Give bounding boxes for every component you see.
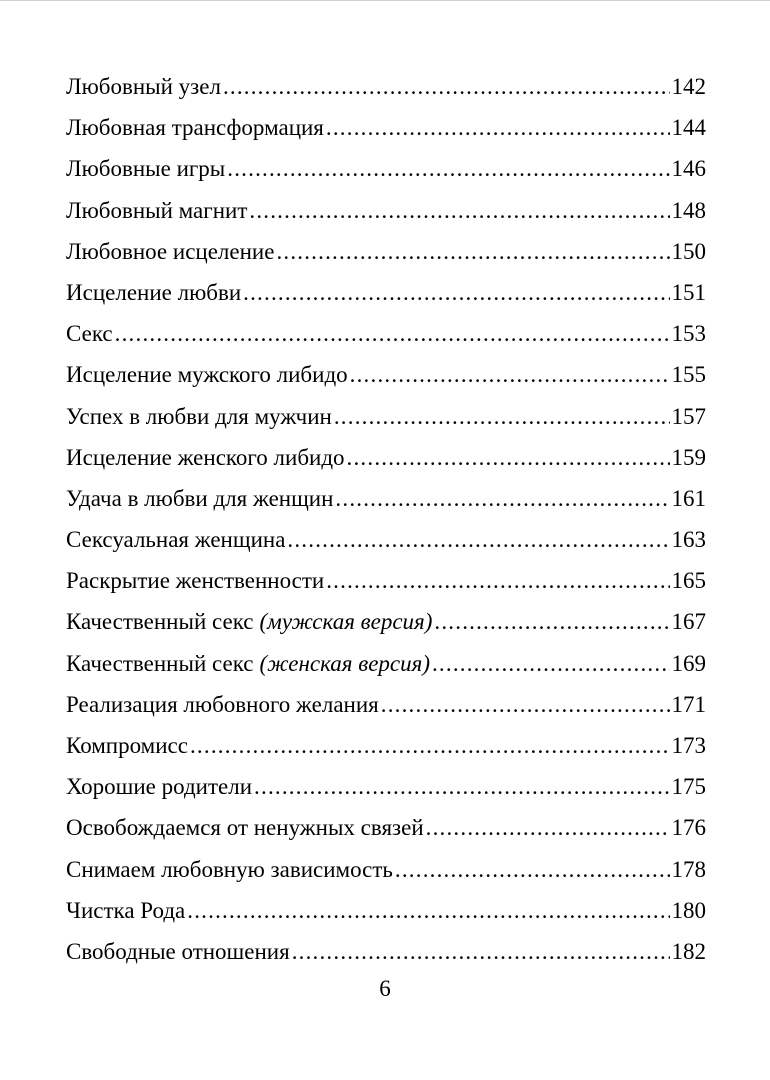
toc-entry-title: Любовный магнит xyxy=(66,197,248,223)
toc-entry-page: 167 xyxy=(671,609,706,635)
toc-entry-page: 161 xyxy=(671,485,706,511)
toc-entry-page: 142 xyxy=(671,74,706,99)
toc-entry-page: 148 xyxy=(671,197,706,223)
toc-entry-title: Любовные игры xyxy=(66,156,226,182)
toc-entry xyxy=(66,190,706,231)
toc-entry xyxy=(66,931,706,972)
toc-entry-page: 169 xyxy=(671,650,706,676)
toc-entry-note: (женская версия) xyxy=(259,650,430,676)
toc-entry-page: 173 xyxy=(671,733,706,758)
toc-entry-page: 153 xyxy=(671,321,706,347)
toc-entry xyxy=(66,725,706,766)
toc-entry-page: 157 xyxy=(671,403,706,429)
dot-leader xyxy=(276,231,669,272)
toc-entry-title: Качественный секс xyxy=(66,650,254,676)
toc-entry-page: 144 xyxy=(671,115,706,141)
toc-entry xyxy=(66,643,706,684)
toc-entry xyxy=(66,272,706,313)
toc-entry-title: Компромисс xyxy=(66,733,188,758)
toc-entry xyxy=(66,437,706,478)
dot-leader xyxy=(347,437,670,478)
toc-entry-title: Секс xyxy=(66,321,113,347)
toc-entry-title: Реализация любовного желания xyxy=(66,691,379,717)
toc-entry-page: 151 xyxy=(671,279,706,305)
dot-leader xyxy=(335,478,669,519)
dot-leader xyxy=(187,890,669,931)
toc-entry xyxy=(66,231,706,272)
toc-entry xyxy=(66,601,706,642)
toc-entry-title: Исцеление мужского либидо xyxy=(66,362,348,388)
toc-entry-title: Снимаем любовную зависимость xyxy=(66,856,393,882)
toc-entry-title: Хорошие родители xyxy=(66,774,253,800)
toc-entry xyxy=(66,148,706,189)
toc-entry-page: 175 xyxy=(671,774,706,800)
toc-entry-page: 165 xyxy=(671,568,706,594)
toc-entry xyxy=(66,849,706,890)
toc-entry-page: 150 xyxy=(671,238,706,264)
toc-entry-page: 176 xyxy=(671,815,706,841)
dot-leader xyxy=(381,684,670,725)
toc-entry-title: Любовная трансформация xyxy=(66,115,324,141)
toc-entry xyxy=(66,354,706,395)
toc-entry-page: 146 xyxy=(671,156,706,182)
toc-entry-page: 171 xyxy=(671,691,706,717)
dot-leader xyxy=(432,643,670,684)
toc-entry-title: Исцеление любви xyxy=(66,279,242,305)
table-of-contents xyxy=(66,66,706,972)
toc-entry-page: 159 xyxy=(671,444,706,470)
dot-leader xyxy=(395,849,670,890)
toc-entry-page: 178 xyxy=(671,856,706,882)
toc-entry-page: 180 xyxy=(671,897,706,923)
toc-entry-title: Качественный секс xyxy=(66,609,254,635)
dot-leader xyxy=(223,66,670,107)
toc-entry xyxy=(66,560,706,601)
toc-entry-page: 163 xyxy=(671,527,706,553)
dot-leader xyxy=(254,766,669,807)
toc-entry-title: Сексуальная женщина xyxy=(66,527,286,553)
toc-entry-title: Свободные отношения xyxy=(66,938,290,964)
toc-entry-title: Любовный узел xyxy=(66,74,221,99)
dot-leader xyxy=(326,560,669,601)
toc-entry-title: Любовное исцеление xyxy=(66,238,275,264)
toc-entry-title: Чистка Рода xyxy=(66,897,186,923)
toc-entry xyxy=(66,519,706,560)
toc-entry-title: Освобождаемся от ненужных связей xyxy=(66,815,424,841)
toc-entry xyxy=(66,478,706,519)
toc-entry-page: 182 xyxy=(671,938,706,964)
dot-leader xyxy=(227,148,669,189)
toc-entry xyxy=(66,66,706,107)
dot-leader xyxy=(434,601,669,642)
toc-entry-title: Исцеление женского либидо xyxy=(66,444,345,470)
toc-entry xyxy=(66,396,706,437)
toc-entry xyxy=(66,890,706,931)
dot-leader xyxy=(334,396,670,437)
dot-leader xyxy=(243,272,669,313)
page-number: 6 xyxy=(379,976,391,1001)
toc-entry-title: Удача в любви для женщин xyxy=(66,485,334,511)
dot-leader xyxy=(326,107,670,148)
toc-entry xyxy=(66,684,706,725)
dot-leader xyxy=(249,190,669,231)
toc-entry-title: Раскрытие женственности xyxy=(66,568,325,594)
toc-entry xyxy=(66,766,706,807)
toc-entry xyxy=(66,107,706,148)
dot-leader xyxy=(115,313,670,354)
toc-entry xyxy=(66,313,706,354)
toc-entry xyxy=(66,807,706,848)
dot-leader xyxy=(287,519,669,560)
dot-leader xyxy=(190,725,670,766)
toc-entry-title: Успех в любви для мужчин xyxy=(66,403,332,429)
dot-leader xyxy=(292,931,670,972)
dot-leader xyxy=(350,354,670,395)
top-border xyxy=(0,0,770,1)
toc-entry-page: 155 xyxy=(671,362,706,388)
toc-entry-note: (мужская версия) xyxy=(259,609,433,635)
dot-leader xyxy=(426,807,670,848)
